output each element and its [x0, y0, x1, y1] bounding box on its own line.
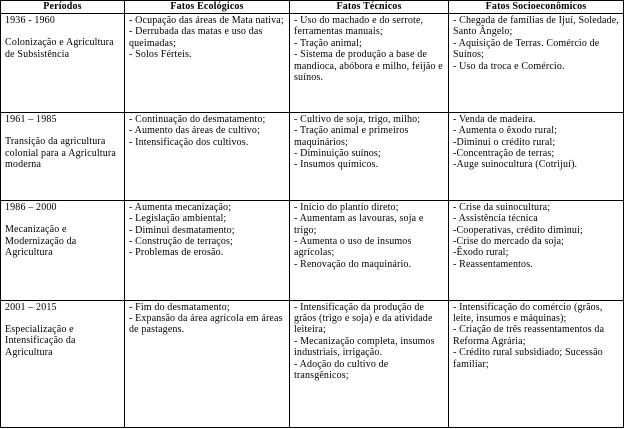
period-cell	[1, 112, 125, 200]
list-item: - Tração animal;	[294, 37, 362, 49]
list-item: - Aumento das áreas de cultivo;	[129, 125, 261, 137]
list-item: -Crise do mercado da soja;	[453, 236, 565, 248]
list-item: - Sistema de produção a base de mandioca, abóbora e milho, feijão e suínos.	[294, 49, 443, 84]
list-item: - Aquisição de Terras. Comércio de Suínos;	[453, 37, 600, 61]
ecological-cell	[125, 300, 290, 427]
technical-cell	[290, 112, 449, 200]
list-item: - Reassentamentos.	[453, 258, 533, 270]
list-item: - Venda de madeira.	[453, 113, 536, 125]
list-item: - Problemas de erosão.	[129, 247, 224, 259]
table-row	[1, 200, 624, 300]
socioeconomic-cell	[449, 200, 624, 300]
list-item: - Intensificação do comércio (grãos, leite, insumos e máquinas);	[453, 301, 603, 324]
table-row	[1, 112, 624, 200]
ecological-cell	[125, 200, 290, 300]
ecological-cell	[125, 14, 290, 113]
list-item: - Intensificação dos cultivos.	[129, 136, 249, 148]
list-item: - Construção de terraços;	[129, 236, 233, 248]
period-cell	[1, 14, 125, 113]
list-item: - Chegada de famílias de Ijuí, Soledade, Santo Ângelo;	[453, 15, 619, 38]
list-item: - Continuação do desmatamento;	[129, 113, 266, 125]
period-name: Colonização e Agricultura de Subsistência	[5, 37, 114, 60]
list-item: -Concentração de terras;	[453, 147, 555, 159]
list-item: - Solos Férteis.	[129, 49, 192, 61]
list-item: - Uso do machado e do serrote, ferramentas manuais;	[294, 15, 424, 38]
technical-cell	[290, 200, 449, 300]
list-item: -Auge suinocultura (Cotrijuí).	[453, 159, 578, 171]
list-item: - Criação de três reassentamentos da Reforma Agrária;	[453, 324, 605, 347]
list-item: - Renovação do maquinário.	[294, 258, 412, 270]
list-item: - Mecanização completa, insumos industriais, irrigação.	[294, 335, 435, 359]
list-item: - Adoção do cultivo de transgênicos;	[294, 358, 389, 382]
header-row	[1, 1, 624, 14]
list-item: - Aumenta mecanização;	[129, 201, 232, 213]
list-item: -Cooperativas, crédito diminui;	[453, 224, 583, 236]
header-periods: Períodos	[1, 1, 125, 14]
list-item: - Crise da suinocultura;	[453, 201, 551, 213]
table-row	[1, 300, 624, 427]
period-years: 1936 - 1960	[5, 15, 55, 26]
list-item: - Diminuição suínos;	[294, 147, 381, 159]
list-item: - Fim do desmatamento;	[129, 301, 230, 313]
period-cell	[1, 200, 125, 300]
list-item: - Intensificação da produção de grãos (trigo e soja) e da atividade leiteira;	[294, 301, 433, 336]
list-item: - Ocupação das áreas de Mata nativa;	[129, 15, 284, 26]
period-years: 1961 – 1985	[5, 113, 57, 125]
technical-cell	[290, 14, 449, 113]
list-item: - Cultivo de soja, trigo, milho;	[294, 113, 421, 125]
period-name: Mecanização e Modernização da Agricultura	[5, 224, 77, 259]
period-name: Especialização e Intensificação da Agricultura	[5, 324, 76, 358]
list-item: - Derrubada das matas e uso das queimadas;	[129, 26, 263, 49]
list-item: - Crédito rural subsidiado; Sucessão familiar;	[453, 347, 603, 370]
list-item: - Início do plantio direto;	[294, 201, 399, 213]
list-item: - Aumenta o êxodo rural;	[453, 125, 558, 137]
list-item: - Expansão da área agrícola em áreas de pastagens.	[129, 313, 283, 336]
ecological-cell	[125, 112, 290, 200]
list-item: -Êxodo rural;	[453, 247, 509, 259]
list-item: - Uso da troca e Comércio.	[453, 60, 565, 72]
socioeconomic-cell	[449, 14, 624, 113]
socioeconomic-cell	[449, 300, 624, 427]
list-item: - Tração animal e primeiros maquinários;	[294, 125, 409, 148]
period-years: 2001 – 2015	[5, 301, 57, 313]
table-row	[1, 14, 624, 113]
list-item: - Insumos químicos.	[294, 159, 379, 171]
list-item: - Legislação ambiental;	[129, 213, 227, 225]
list-item: - Aumenta o uso de insumos agrícolas;	[294, 236, 412, 259]
period-years: 1986 – 2000	[5, 201, 57, 213]
period-cell	[1, 300, 125, 427]
header-ecological: Fatos Ecológicos	[125, 1, 290, 14]
socioeconomic-cell	[449, 112, 624, 200]
list-item: - Aumentam as lavouras, soja e trigo;	[294, 213, 424, 236]
header-socioeconomic: Fatos Socioeconômicos	[449, 1, 624, 14]
technical-cell	[290, 300, 449, 427]
list-item: - Assistência técnica	[453, 213, 538, 225]
list-item: -Diminui o crédito rural;	[453, 136, 556, 148]
header-technical: Fatos Técnicos	[290, 1, 449, 14]
period-name: Transição da agricultura colonial para a Agricultura moderna	[5, 136, 116, 170]
list-item: - Diminui desmatamento;	[129, 224, 235, 236]
